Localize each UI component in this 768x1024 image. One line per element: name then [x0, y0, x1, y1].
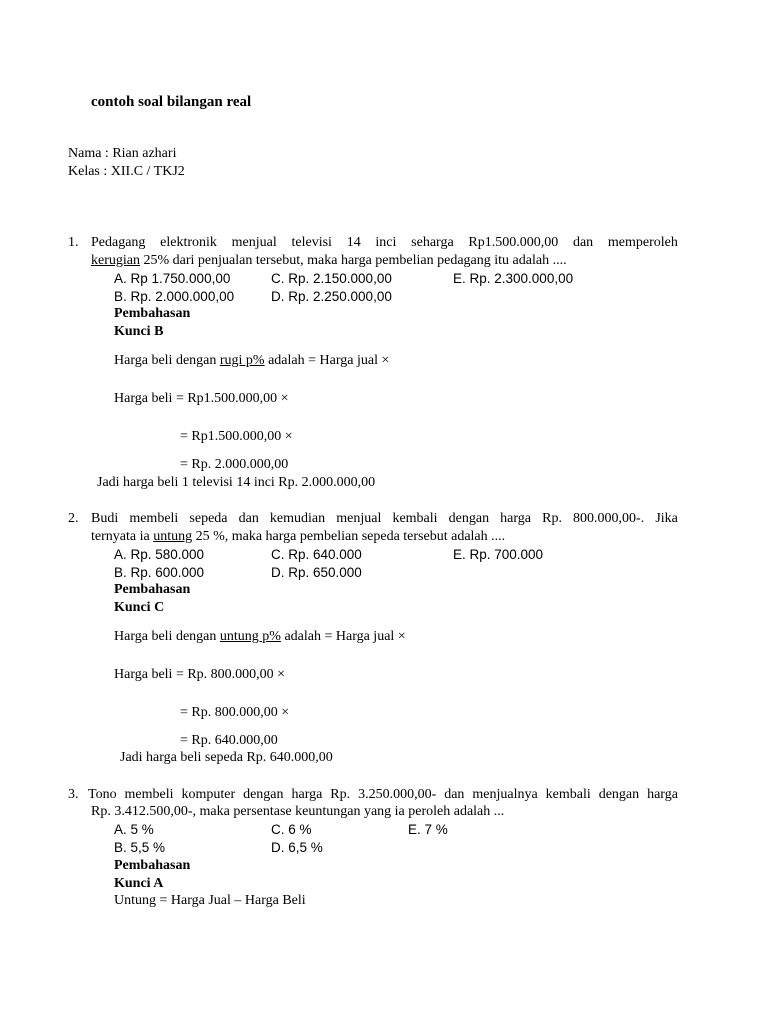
- question-word: Rp.: [542, 511, 562, 526]
- question-word: Pedagang: [91, 235, 146, 250]
- student-class: Kelas : XII.C / TKJ2: [68, 164, 185, 179]
- question-word: inci: [375, 235, 397, 250]
- option-d: D. Rp. 650.000: [271, 565, 362, 580]
- solution-line-2: Harga beli = Rp1.500.000,00 ×: [114, 391, 289, 406]
- option-c: C. 6 %: [271, 822, 312, 837]
- option-e: E. Rp. 2.300.000,00: [453, 271, 574, 286]
- solution-line-1: Untung = Harga Jual – Harga Beli: [114, 893, 306, 908]
- question-word: menjualnya: [472, 787, 538, 802]
- solution-line-1: [114, 628, 406, 646]
- option-c: C. Rp. 640.000: [271, 547, 362, 562]
- question-word: kemudian: [269, 511, 326, 526]
- answer-key: Kunci B: [114, 324, 164, 339]
- document-title: contoh soal bilangan real: [91, 94, 252, 110]
- solution-line-3: = Rp. 800.000,00 ×: [180, 705, 290, 720]
- conclusion: Jadi harga beli sepeda Rp. 640.000,00: [120, 750, 333, 765]
- option-d: D. Rp. 2.250.000,00: [271, 289, 392, 304]
- question-word: Rp.: [330, 787, 351, 802]
- question-text-line-2: [91, 252, 567, 270]
- question-word: sepeda: [189, 511, 228, 526]
- answer-key: Kunci C: [114, 600, 165, 615]
- question-word: kembali: [545, 787, 591, 802]
- solution-text: adalah = Harga jual ×: [264, 353, 390, 368]
- question-text: ternyata ia: [91, 529, 154, 544]
- question-number: 2.: [68, 511, 79, 526]
- question-word: Rp1.500.000,00: [468, 235, 559, 250]
- option-e: E. 7 %: [408, 822, 448, 837]
- option-a: A. 5 %: [114, 822, 154, 837]
- underlined-term: rugi p%: [219, 353, 265, 368]
- option-d: D. 6,5 %: [271, 840, 323, 855]
- option-a: A. Rp. 580.000: [114, 547, 205, 562]
- question-text-rest: 25% dari penjualan tersebut, maka harga pembelian pedagang itu adalah ....: [139, 253, 567, 268]
- option-a: A. Rp 1.750.000,00: [114, 271, 231, 286]
- conclusion: Jadi harga beli 1 televisi 14 inci Rp. 2.000.000,00: [97, 475, 376, 490]
- solution-line-2: Harga beli = Rp. 800.000,00 ×: [114, 667, 286, 682]
- question-word: dan: [444, 787, 465, 802]
- question-number: 3.: [68, 787, 79, 802]
- question-word: televisi: [291, 235, 332, 250]
- question-word: Tono: [88, 787, 117, 802]
- option-b: B. Rp. 600.000: [114, 565, 205, 580]
- question-word: harga: [647, 787, 678, 802]
- question-word: 14: [346, 235, 361, 250]
- question-word: dan: [238, 511, 259, 526]
- question-word: Jika: [655, 511, 678, 526]
- question-text-line-2: [91, 528, 505, 546]
- question-word: memperoleh: [607, 235, 678, 250]
- solution-text: Harga beli dengan: [114, 629, 220, 644]
- question-word: membeli: [129, 511, 179, 526]
- question-text-rest: 25 %, maka harga pembelian sepeda tersebut adalah ....: [192, 529, 506, 544]
- underlined-term: kerugian: [91, 253, 140, 268]
- solution-line-3: = Rp1.500.000,00 ×: [180, 429, 293, 444]
- question-text-line-2: Rp. 3.412.500,00-, maka persentase keuntungan yang ia peroleh adalah ...: [91, 804, 505, 819]
- question-word: menjual: [231, 235, 277, 250]
- solution-line-4: = Rp. 640.000,00: [180, 733, 278, 748]
- question-word: menjual: [336, 511, 382, 526]
- discussion-heading: Pembahasan: [114, 582, 191, 597]
- student-name: Nama : Rian azhari: [68, 146, 177, 161]
- underlined-term: untung: [153, 529, 193, 544]
- question-text-line-1: [88, 786, 678, 804]
- option-b: B. 5,5 %: [114, 840, 166, 855]
- answer-key: Kunci A: [114, 876, 164, 891]
- question-word: dengan: [243, 787, 284, 802]
- question-word: harga: [500, 511, 532, 526]
- question-word: Budi: [91, 511, 119, 526]
- question-word: 800.000,00-.: [573, 511, 645, 526]
- question-word: harga: [291, 787, 323, 802]
- question-word: kembali: [392, 511, 438, 526]
- option-c: C. Rp. 2.150.000,00: [271, 271, 392, 286]
- underlined-term: untung p%: [219, 629, 281, 644]
- solution-text: Harga beli dengan: [114, 353, 220, 368]
- question-word: dengan: [598, 787, 640, 802]
- question-text-line-1: [91, 510, 678, 528]
- solution-line-1: [114, 352, 389, 370]
- question-number: 1.: [68, 235, 79, 250]
- option-e: E. Rp. 700.000: [453, 547, 544, 562]
- question-text-line-1: [91, 234, 678, 252]
- option-b: B. Rp. 2.000.000,00: [114, 289, 235, 304]
- solution-line-4: = Rp. 2.000.000,00: [180, 457, 289, 472]
- discussion-heading: Pembahasan: [114, 306, 191, 321]
- solution-text: adalah = Harga jual ×: [280, 629, 406, 644]
- question-word: seharga: [411, 235, 454, 250]
- question-word: membeli: [124, 787, 174, 802]
- question-word: dengan: [448, 511, 490, 526]
- question-word: komputer: [181, 787, 236, 802]
- discussion-heading: Pembahasan: [114, 858, 191, 873]
- question-word: elektronik: [160, 235, 217, 250]
- question-word: dan: [572, 235, 594, 250]
- question-word: 3.250.000,00-: [358, 787, 437, 802]
